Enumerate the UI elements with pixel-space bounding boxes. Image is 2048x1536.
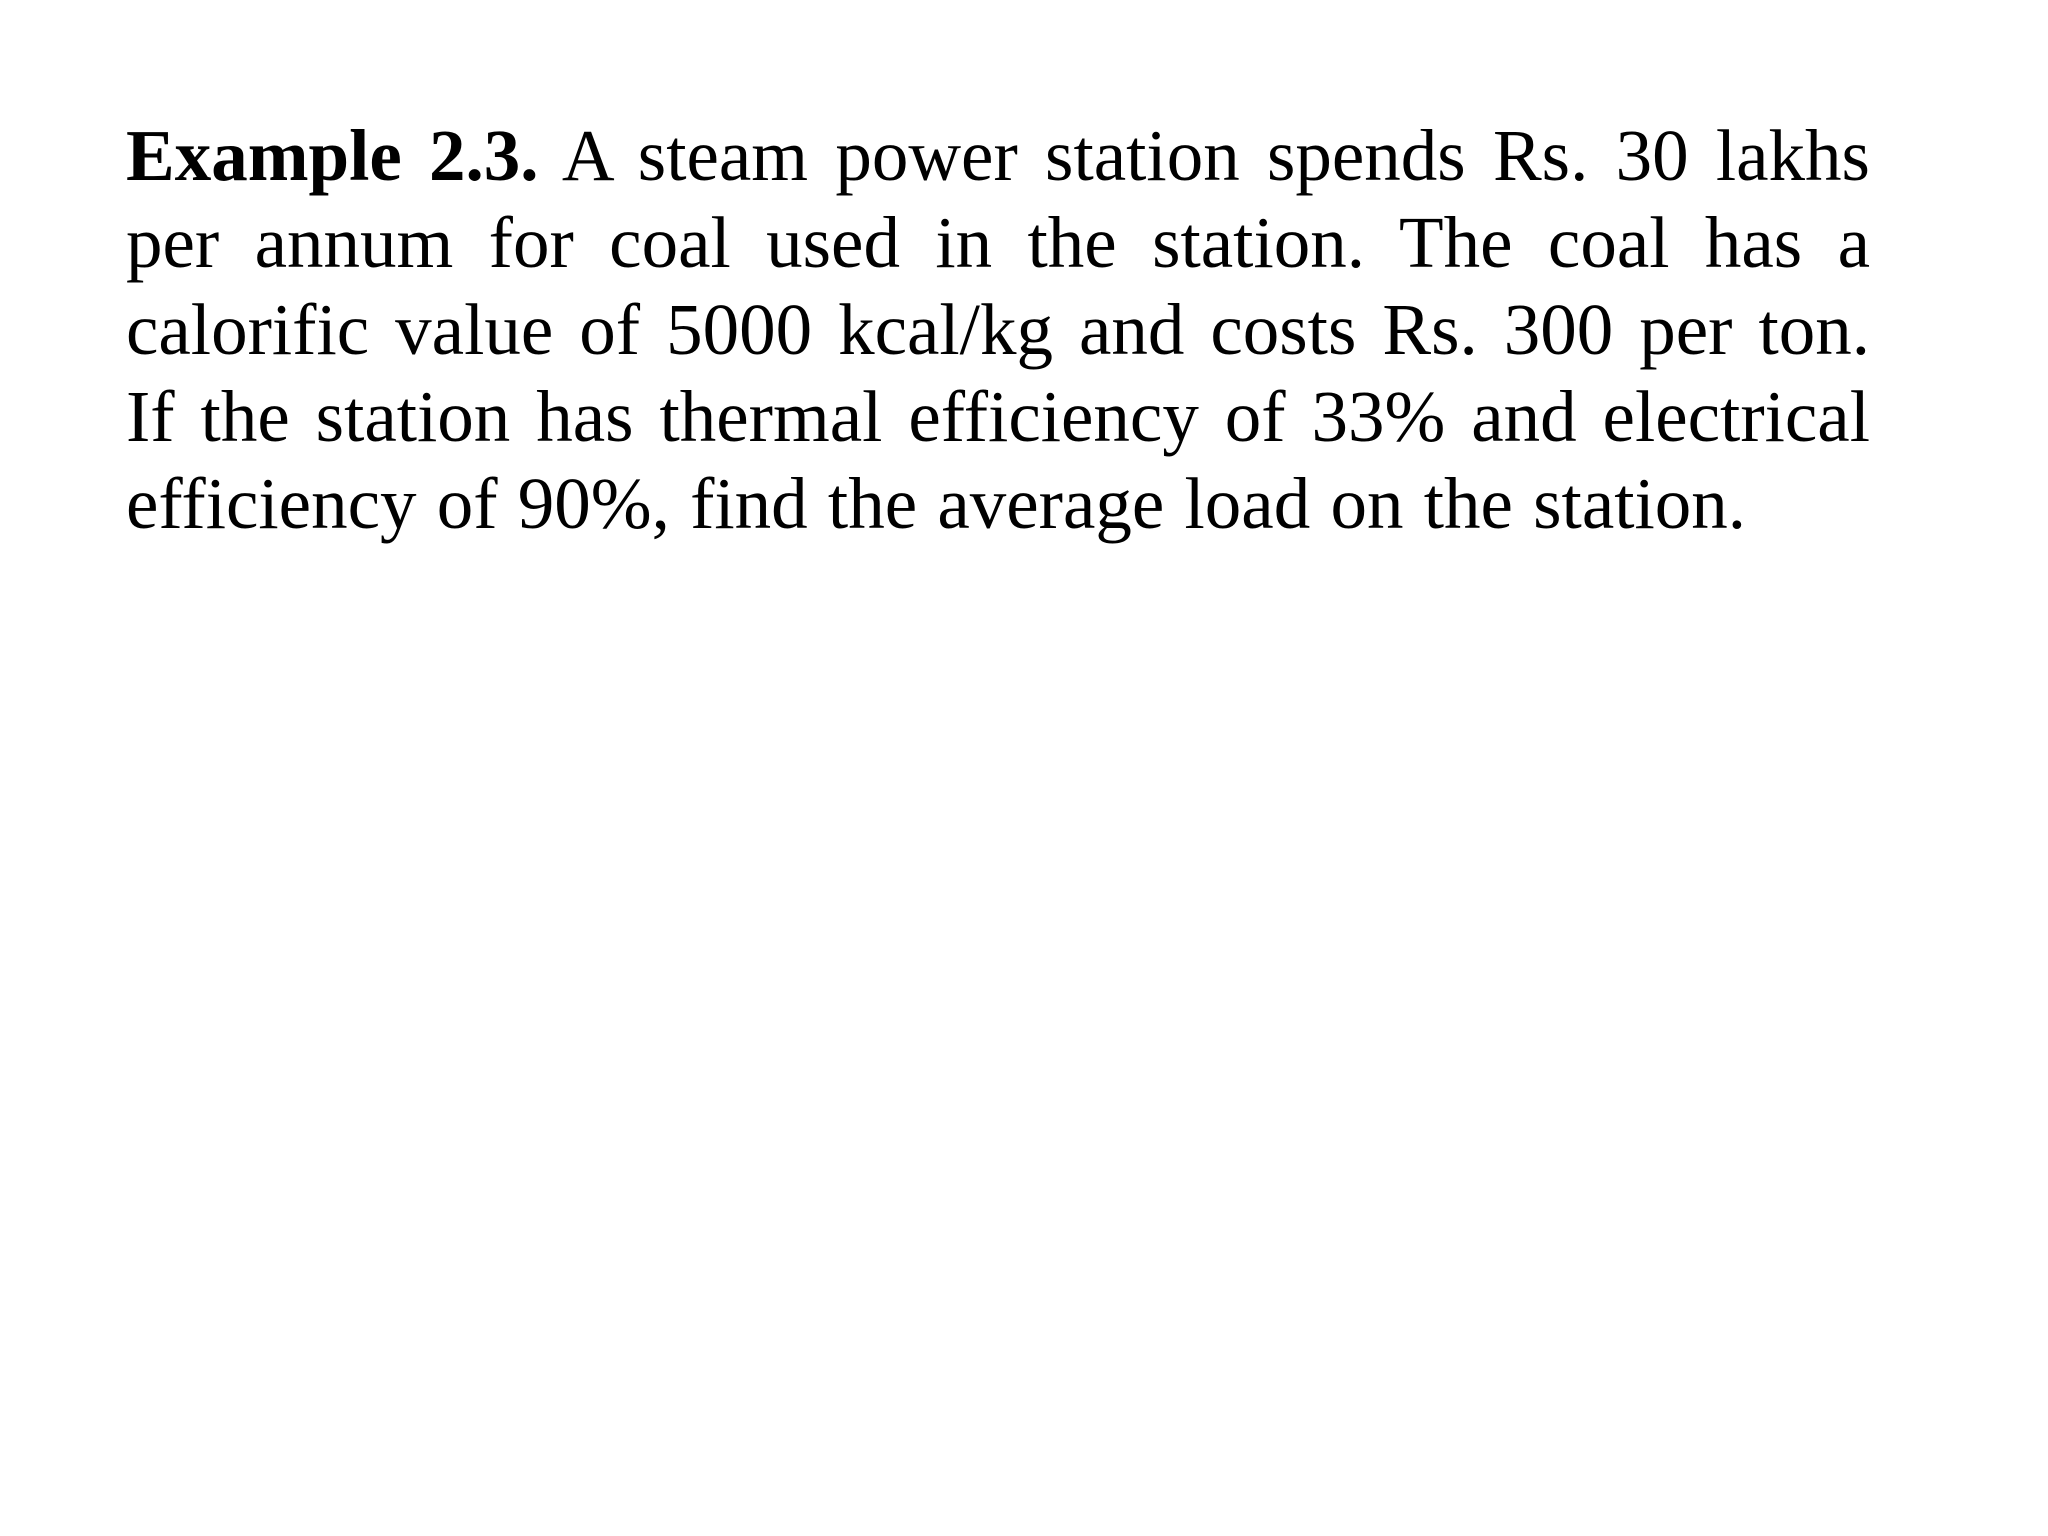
example-paragraph [126, 112, 1870, 547]
example-heading: Example 2.3. [126, 115, 539, 196]
example-body-text: A steam power station spends Rs. 30 lakhs per annum for coal used in the station. The coal has a calorific value of 5000 kcal/kg and costs Rs. 300 per ton. If the station has thermal efficiency of 33% and electrical efficiency of 90%, find the average load on the station. [126, 115, 1870, 544]
